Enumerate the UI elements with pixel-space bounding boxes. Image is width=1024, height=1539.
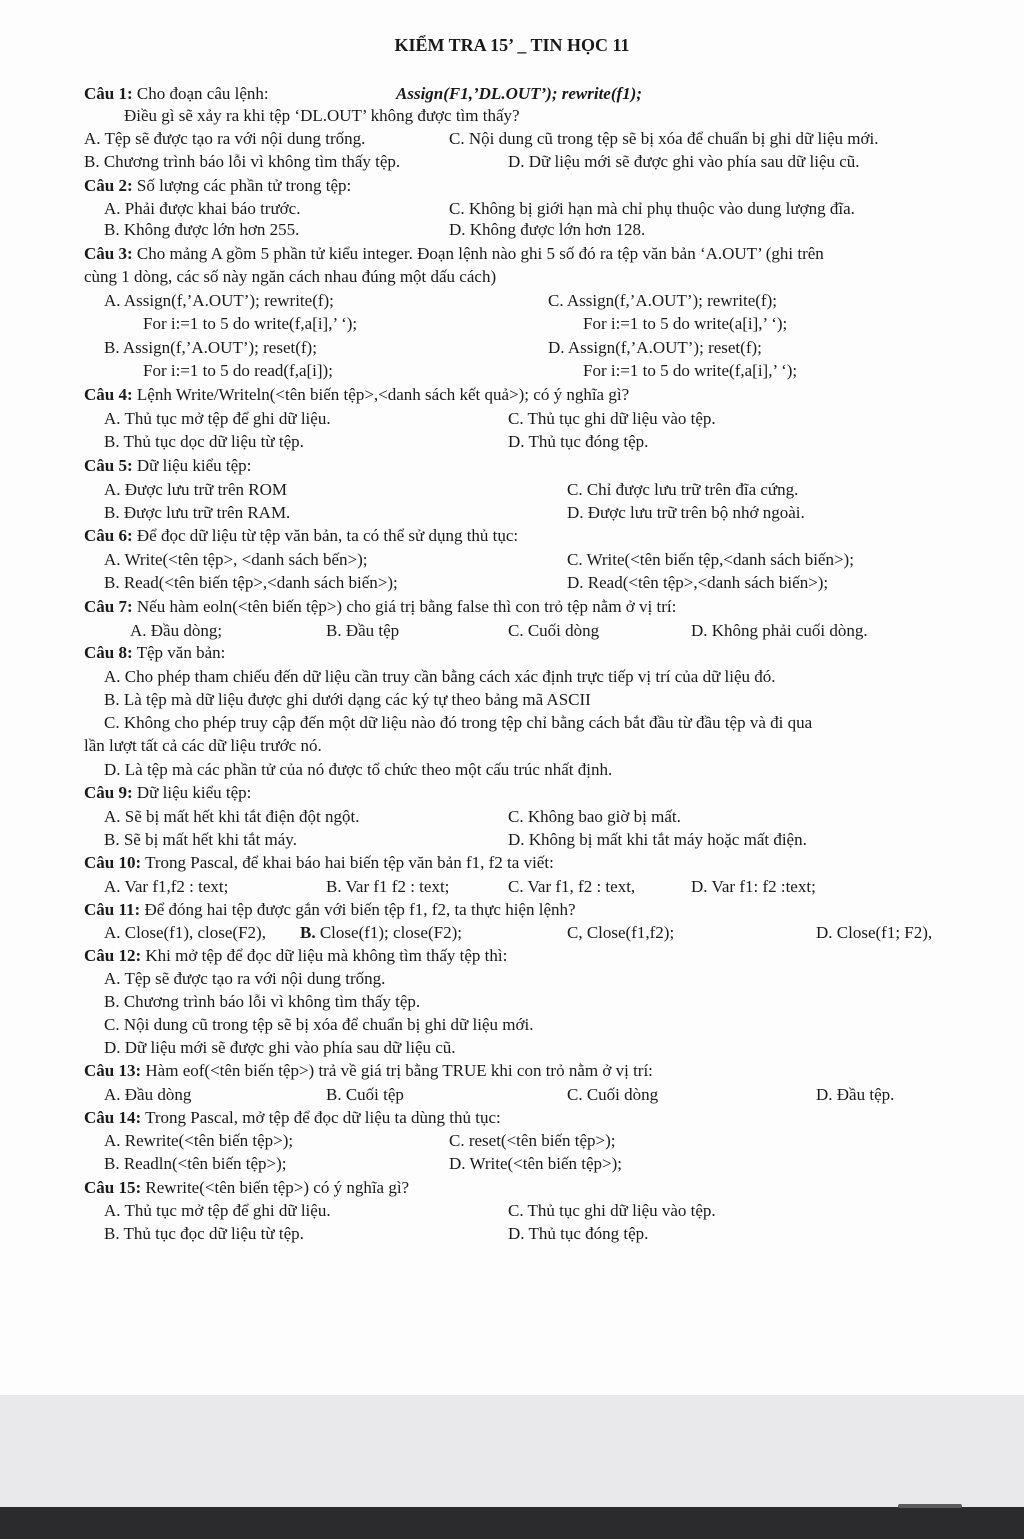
option-c-line2: lần lượt tất cả các dữ liệu trước nó. (84, 736, 322, 755)
question-2 (84, 175, 351, 197)
question-6 (84, 525, 518, 547)
question-text: Lệnh Write/Writeln(<tên biến tệp>,<danh sách kết quả>); có ý nghĩa gì? (132, 385, 630, 404)
question-10 (84, 852, 554, 874)
option-b: B. Thủ tục dọc dữ liệu từ tệp. (104, 432, 304, 451)
option-b: B. Var f1 f2 : text; (326, 877, 450, 896)
question-text: Trong Pascal, để khai báo hai biến tệp văn bản f1, f2 ta viết: (141, 853, 554, 872)
option-d: D. Không phải cuối dòng. (691, 621, 868, 640)
option-d: D. Thủ tục đóng tệp. (508, 1224, 649, 1243)
option-a: A. Được lưu trữ trên ROM (104, 480, 287, 499)
option-a: A. Close(f1), close(F2), (104, 923, 266, 942)
option-b: B. Chương trình báo lỗi vì không tìm thấy tệp. (104, 992, 421, 1011)
option-d: D. Write(<tên biến tệp>); (449, 1154, 623, 1173)
option-b: B. Được lưu trữ trên RAM. (104, 503, 291, 522)
option-d: D. Được lưu trữ trên bộ nhớ ngoài. (567, 503, 805, 522)
option-b: B. Thủ tục đọc dữ liệu từ tệp. (104, 1224, 304, 1243)
option-a: A. Tệp sẽ được tạo ra với nội dung trống. (104, 969, 386, 988)
question-15 (84, 1177, 409, 1199)
option-c: C, Close(f1,f2); (567, 923, 675, 942)
option-b: B. Readln(<tên biến tệp>); (104, 1154, 287, 1173)
option-b-label: B. (300, 923, 316, 942)
option-b: B. Chương trình báo lỗi vì không tìm thấy tệp. (84, 152, 401, 171)
option-b: B. Đầu tệp (326, 621, 400, 640)
option-c: C. Nội dung cũ trong tệp sẽ bị xóa để chuẩn bị ghi dữ liệu mới. (449, 129, 879, 148)
option-d: D. Là tệp mà các phần tử của nó được tổ chức theo một cấu trúc nhất định. (104, 760, 613, 779)
option-a: A. Rewrite(<tên biến tệp>); (104, 1131, 294, 1150)
home-indicator[interactable] (898, 1504, 962, 1508)
option-b-text: Close(f1); close(F2); (315, 923, 462, 942)
option-c: C. reset(<tên biến tệp>); (449, 1131, 616, 1150)
question-14 (84, 1107, 501, 1129)
option-b: B. Không được lớn hơn 255. (104, 220, 300, 239)
option-b: B. Sẽ bị mất hết khi tắt máy. (104, 830, 297, 849)
option-a: A. Cho phép tham chiếu đến dữ liệu cần truy cần bằng cách xác định trực tiếp vị trí của dữ liệu đó. (104, 667, 776, 686)
option-b (300, 922, 462, 944)
question-text: Để đóng hai tệp được gắn với biến tệp f1, f2, ta thực hiện lệnh? (140, 900, 576, 919)
question-3-line2: cùng 1 dòng, các số này ngăn cách nhau đúng một dấu cách) (84, 267, 497, 286)
option-b: B. Read(<tên biến tệp>,<danh sách biến>); (104, 573, 398, 592)
option-d: D. Read(<tên tệp>,<danh sách biến>); (567, 573, 829, 592)
question-label: Câu 4: (84, 385, 133, 404)
question-3 (84, 243, 824, 265)
option-c: C. Chỉ được lưu trữ trên đĩa cứng. (567, 480, 799, 499)
option-c: C. Cuối dòng (567, 1085, 659, 1104)
question-1-line2: Điều gì sẽ xảy ra khi tệp ‘DL.OUT’ không được tìm thấy? (124, 106, 520, 125)
option-d: D. Var f1: f2 :text; (691, 877, 816, 896)
option-a: A. Assign(f,’A.OUT’); rewrite(f); (104, 291, 334, 310)
question-text: Cho mảng A gồm 5 phần tử kiểu integer. Đoạn lệnh nào ghi 5 số đó ra tệp văn bản ‘A.OUT’ (ghi trên (132, 244, 824, 263)
option-c: C. Assign(f,’A.OUT’); rewrite(f); (548, 291, 777, 310)
option-a: A. Đầu dòng (104, 1085, 192, 1104)
option-b: B. Là tệp mà dữ liệu được ghi dưới dạng các ký tự theo bảng mã ASCII (104, 690, 591, 709)
question-label: Câu 11: (84, 900, 141, 919)
question-text: Số lượng các phần tử trong tệp: (132, 176, 352, 195)
question-label: Câu 6: (84, 526, 133, 545)
question-label: Câu 13: (84, 1061, 142, 1080)
question-label: Câu 15: (84, 1178, 142, 1197)
option-c-line2: For i:=1 to 5 do write(a[i],’ ‘); (583, 314, 788, 333)
option-c: C. Thủ tục ghi dữ liệu vào tệp. (508, 1201, 716, 1220)
question-text: Khi mở tệp để đọc dữ liệu mà không tìm thấy tệp thì: (141, 946, 508, 965)
question-text: Hàm eof(<tên biến tệp>) trả về giá trị bằng TRUE khi con trỏ nằm ở vị trí: (141, 1061, 653, 1080)
question-12 (84, 945, 507, 967)
question-13 (84, 1060, 653, 1082)
question-text: Trong Pascal, mở tệp để đọc dữ liệu ta dùng thủ tục: (141, 1108, 501, 1127)
question-7 (84, 596, 676, 618)
option-d: D. Assign(f,’A.OUT’); reset(f); (548, 338, 762, 357)
question-label: Câu 3: (84, 244, 133, 263)
option-a-line2: For i:=1 to 5 do write(f,a[i],’ ‘); (143, 314, 358, 333)
question-8 (84, 642, 225, 664)
question-label: Câu 1: (84, 84, 133, 103)
question-text: Cho đoạn câu lệnh: (132, 84, 269, 103)
question-text: Để đọc dữ liệu từ tệp văn bản, ta có thể sử dụng thủ tục: (132, 526, 519, 545)
option-a: A. Thủ tục mở tệp để ghi dữ liệu. (104, 409, 331, 428)
question-5 (84, 455, 251, 477)
question-9 (84, 782, 251, 804)
question-label: Câu 12: (84, 946, 142, 965)
option-c: C. Nội dung cũ trong tệp sẽ bị xóa để chuẩn bị ghi dữ liệu mới. (104, 1015, 534, 1034)
option-c: C. Cuối dòng (508, 621, 600, 640)
option-a: A. Phải được khai báo trước. (104, 199, 301, 218)
question-text: Dữ liệu kiểu tệp: (132, 456, 252, 475)
option-a: A. Tệp sẽ được tạo ra với nội dung trống. (84, 129, 366, 148)
page-title: KIỂM TRA 15’ _ TIN HỌC 11 (394, 35, 630, 55)
question-label: Câu 8: (84, 643, 133, 662)
option-b: B. Cuối tệp (326, 1085, 404, 1104)
question-text: Rewrite(<tên biến tệp>) có ý nghĩa gì? (141, 1178, 410, 1197)
option-d-line2: For i:=1 to 5 do write(f,a[i],’ ‘); (583, 361, 798, 380)
option-a: A. Đầu dòng; (130, 621, 223, 640)
option-d: D. Close(f1; F2), (816, 923, 933, 942)
question-4 (84, 384, 629, 406)
question-label: Câu 10: (84, 853, 142, 872)
option-d: D. Dữ liệu mới sẽ được ghi vào phía sau dữ liệu cũ. (508, 152, 860, 171)
option-a: A. Write(<tên tệp>, <danh sách bến>); (104, 550, 368, 569)
option-c: C. Var f1, f2 : text, (508, 877, 636, 896)
question-text: Tệp văn bản: (132, 643, 226, 662)
question-label: Câu 2: (84, 176, 133, 195)
question-label: Câu 5: (84, 456, 133, 475)
question-text: Dữ liệu kiểu tệp: (132, 783, 252, 802)
option-b-line2: For i:=1 to 5 do read(f,a[i]); (143, 361, 333, 380)
option-a: A. Var f1,f2 : text; (104, 877, 229, 896)
question-1 (84, 83, 269, 105)
option-c: C. Thủ tục ghi dữ liệu vào tệp. (508, 409, 716, 428)
question-11 (84, 899, 576, 921)
question-label: Câu 9: (84, 783, 133, 802)
question-text: Nếu hàm eoln(<tên biến tệp>) cho giá trị bằng false thì con trỏ tệp nằm ở vị trí: (132, 597, 677, 616)
question-1-code: Assign(F1,’DL.OUT’); rewrite(f1); (396, 84, 642, 103)
bottom-navigation-bar (0, 1507, 1024, 1539)
option-c: C. Không bị giới hạn mà chỉ phụ thuộc vào dung lượng đĩa. (449, 199, 855, 218)
option-c: C. Không cho phép truy cập đến một dữ liệu nào đó trong tệp chỉ bằng cách bắt đầu từ đầu tệp và đi qua (104, 713, 813, 732)
option-a: A. Sẽ bị mất hết khi tắt điện đột ngột. (104, 807, 360, 826)
option-d: D. Đầu tệp. (816, 1085, 895, 1104)
option-d: D. Không bị mất khi tắt máy hoặc mất điện. (508, 830, 807, 849)
option-c: C. Không bao giờ bị mất. (508, 807, 681, 826)
option-d: D. Không được lớn hơn 128. (449, 220, 646, 239)
option-a: A. Thủ tục mở tệp để ghi dữ liệu. (104, 1201, 331, 1220)
option-d: D. Dữ liệu mới sẽ được ghi vào phía sau dữ liệu cũ. (104, 1038, 456, 1057)
question-label: Câu 14: (84, 1108, 142, 1127)
option-d: D. Thủ tục đóng tệp. (508, 432, 649, 451)
option-c: C. Write(<tên biến tệp,<danh sách biến>); (567, 550, 854, 569)
question-label: Câu 7: (84, 597, 133, 616)
option-b: B. Assign(f,’A.OUT’); reset(f); (104, 338, 317, 357)
